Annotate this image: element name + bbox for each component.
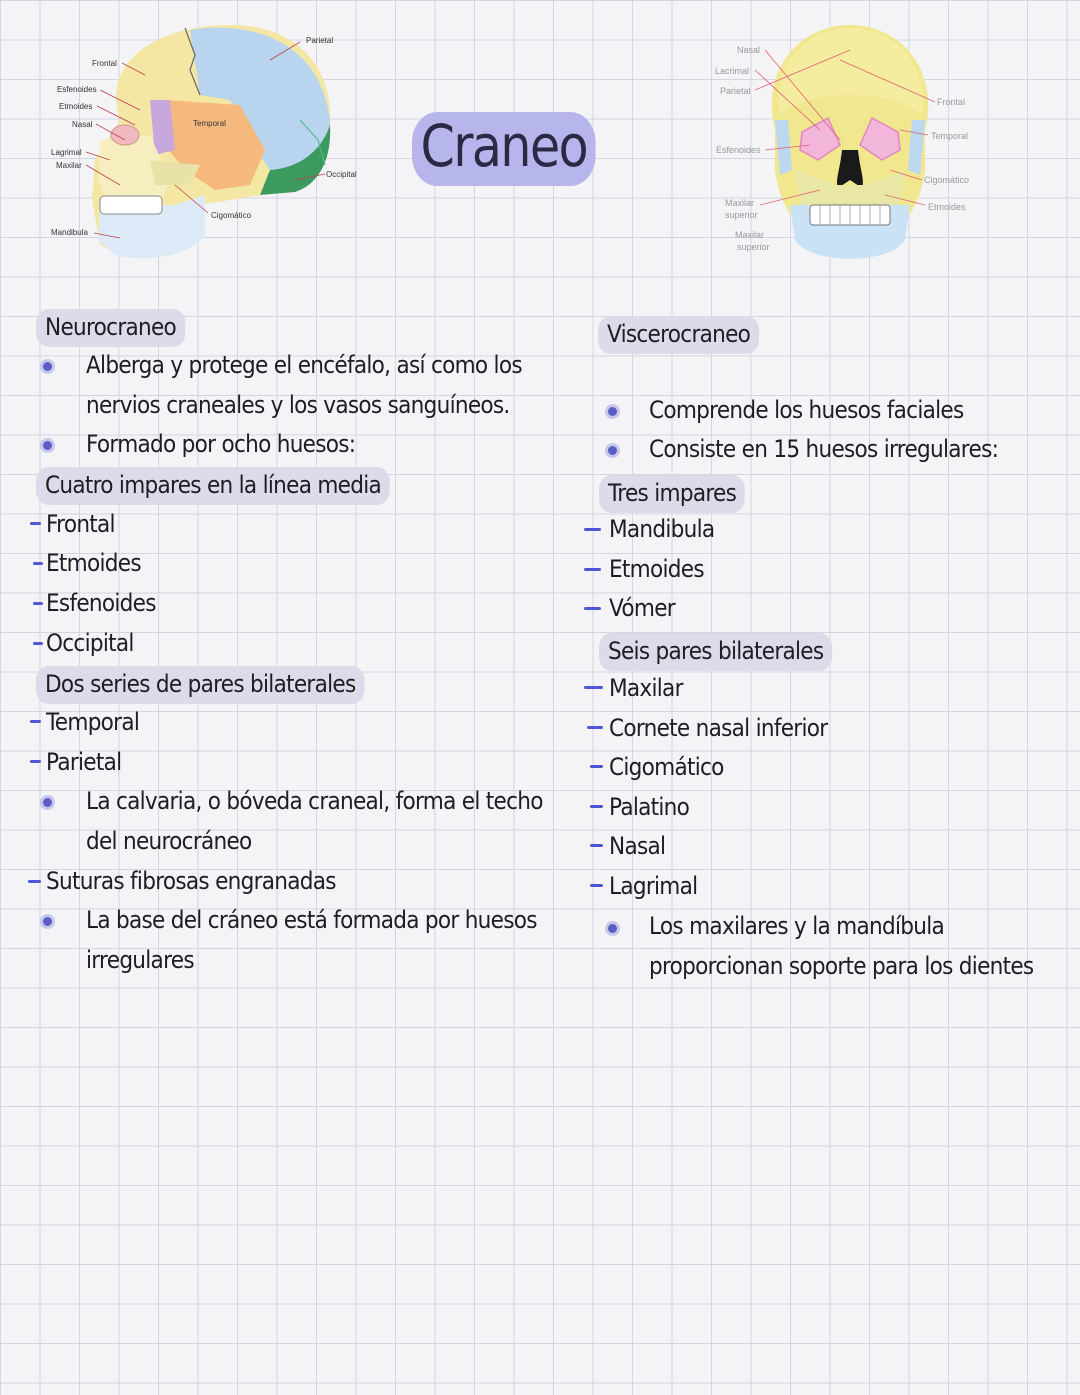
f-label-cigomatico: Cigomático (924, 175, 970, 185)
dash (587, 726, 603, 729)
f-label-temporal: Temporal (931, 131, 969, 141)
bullet (608, 407, 617, 416)
neuro-impar-item: Etmoides (46, 549, 141, 577)
label-occipital: Occipital (326, 170, 357, 179)
label-temporal: Temporal (193, 119, 226, 128)
dash (584, 528, 601, 531)
neuro-impar-item: Esfenoides (46, 589, 156, 617)
frontal-skull-figure (700, 20, 990, 270)
viscerocraneo-heading: Viscerocraneo (598, 316, 759, 354)
f-label-maxilar-2b: superior (737, 242, 770, 252)
label-esfenoides: Esfenoides (57, 85, 97, 94)
neuro-par-item: Temporal (46, 708, 140, 736)
bullet (43, 917, 52, 926)
dash (590, 765, 603, 768)
viscero-par-item: Lagrimal (609, 872, 698, 900)
viscero-bullet-3-line-2: proporcionan soporte para los dientes (649, 952, 1034, 980)
dash (28, 880, 41, 883)
dash (590, 884, 603, 887)
neuro-subheading-pares: Dos series de pares bilaterales (36, 666, 364, 704)
f-label-maxilar-1b: superior (725, 210, 758, 220)
bullet (608, 446, 617, 455)
bullet (43, 798, 52, 807)
neuro-impar-item: Occipital (46, 629, 134, 657)
viscero-bullet-2: Consiste en 15 huesos irregulares: (649, 435, 999, 463)
bullet (43, 362, 52, 371)
neuro-par-item: Parietal (46, 748, 122, 776)
viscero-par-item: Nasal (609, 832, 666, 860)
dash (584, 568, 601, 571)
f-label-maxilar-1a: Maxilar (725, 198, 755, 208)
dash (33, 642, 43, 645)
dash (33, 602, 43, 605)
lateral-skull-figure (0, 0, 380, 270)
dash (30, 522, 41, 525)
label-lagrimal: Lagrimal (51, 148, 82, 157)
viscero-subheading-impares: Tres impares (599, 475, 745, 513)
label-etmoides: Etmoides (59, 102, 93, 111)
viscero-par-item: Cornete nasal inferior (609, 714, 828, 742)
f-label-parietal: Parietal (720, 86, 751, 96)
viscero-impar-item: Etmoides (609, 555, 704, 583)
dash (590, 805, 603, 808)
label-nasal: Nasal (72, 120, 93, 129)
viscero-par-item: Cigomático (609, 753, 724, 781)
bullet (43, 441, 52, 450)
neuro-suturas: Suturas fibrosas engranadas (46, 867, 336, 895)
neuro-bullet-3-line-2: del neurocráneo (86, 827, 252, 855)
label-maxilar: Maxilar (56, 161, 82, 170)
viscero-impar-item: Vómer (609, 594, 675, 622)
f-label-maxilar-2a: Maxilar (735, 230, 765, 240)
bullet (608, 924, 617, 933)
dash (590, 844, 603, 847)
neuro-bullet-3-line-1: La calvaria, o bóveda craneal, forma el techo (86, 787, 543, 815)
neuro-bullet-1-line-1: Alberga y protege el encéfalo, así como los (86, 351, 522, 379)
dash (30, 760, 41, 763)
neuro-impar-item: Frontal (46, 510, 115, 538)
dash (30, 720, 41, 723)
label-parietal: Parietal (306, 36, 334, 45)
viscero-par-item: Maxilar (609, 674, 683, 702)
viscero-bullet-3-line-1: Los maxilares y la mandíbula (649, 912, 945, 940)
viscero-par-item: Palatino (609, 793, 690, 821)
dash (33, 562, 43, 565)
viscero-impar-item: Mandibula (609, 515, 715, 543)
dash (584, 686, 603, 689)
viscero-subheading-pares: Seis pares bilaterales (599, 633, 832, 671)
f-label-nasal: Nasal (737, 45, 761, 55)
neuro-subheading-impares: Cuatro impares en la línea media (36, 467, 390, 505)
neuro-bullet-1-line-2: nervios craneales y los vasos sanguíneos. (86, 391, 510, 419)
neuro-bullet-2: Formado por ocho huesos: (86, 430, 356, 458)
f-label-esfenoides: Esfenoides (716, 145, 761, 155)
page-title: Craneo (412, 112, 595, 186)
dash (584, 607, 601, 610)
label-frontal: Frontal (92, 59, 117, 68)
neuro-bullet-4-line-2: irregulares (86, 946, 194, 974)
neurocraneo-heading: Neurocraneo (36, 309, 185, 347)
viscero-bullet-1: Comprende los huesos faciales (649, 396, 964, 424)
label-cigomatico: Cigomático (211, 211, 252, 220)
label-mandibula: Mandibula (51, 228, 88, 237)
f-label-frontal: Frontal (937, 97, 966, 107)
f-label-etmoides: Etmoides (928, 202, 966, 212)
f-label-lacrimal: Lacrimal (715, 66, 750, 76)
neuro-bullet-4-line-1: La base del cráneo está formada por huesos (86, 906, 537, 934)
